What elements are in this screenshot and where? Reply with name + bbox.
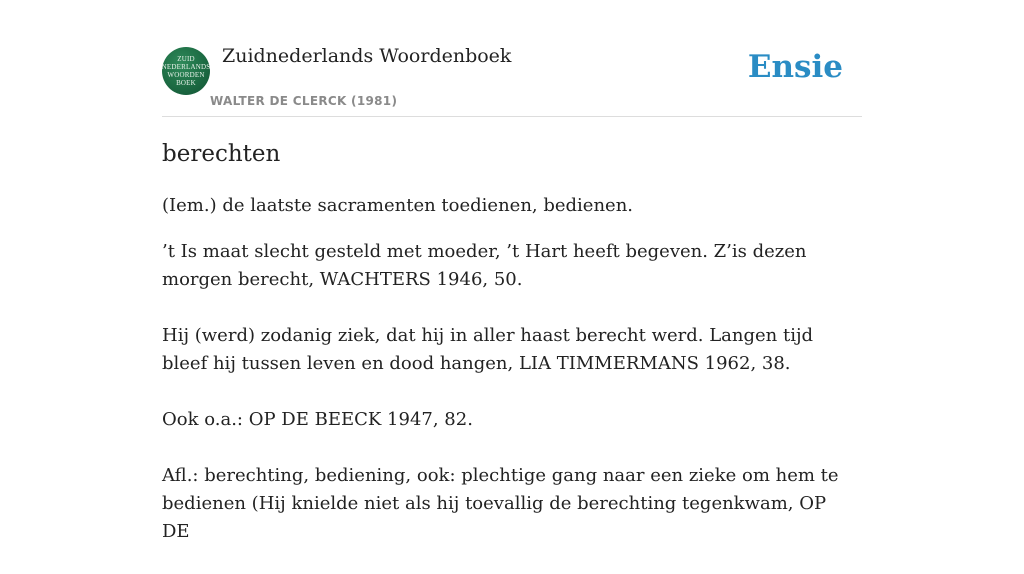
logo-text-line: WOORDEN — [167, 71, 205, 79]
entry-quote: Hij (werd) zodanig ziek, dat hij in aller haast berecht werd. Langen tijd bleef hij tussen leven en dood hangen, LIA TIMMERMANS 1962, 38. — [162, 325, 814, 374]
entry-headword: berechten — [162, 141, 281, 167]
entry-quote: ’t Is maat slecht gesteld met moeder, ’t Hart heeft begeven. Z’is dezen morgen berecht, WACHTERS 1946, 50. — [162, 241, 807, 290]
dictionary-header — [162, 40, 862, 117]
entry-definition: (Iem.) de laatste sacramenten toedienen, bedienen. — [162, 195, 634, 216]
dictionary-logo[interactable] — [162, 47, 210, 95]
entry-quote: Ook o.a.: OP DE BEECK 1947, 82. — [162, 409, 473, 430]
dictionary-author: WALTER DE CLERCK (1981) — [210, 94, 398, 108]
entry-derivation: Afl.: berechting, bediening, ook: plechtige gang naar een zieke om hem te bedienen (Hij knielde niet als hij toevallig de berechting tegenkwam, OP DE — [162, 465, 839, 542]
dictionary-title-link[interactable]: Zuidnederlands Woordenboek — [222, 45, 512, 67]
entry-content — [162, 138, 842, 574]
logo-text-line: NEDERLANDS — [161, 63, 211, 71]
logo-text-line: ZUID — [177, 55, 195, 63]
ensie-brand-link[interactable]: Ensie — [747, 49, 843, 85]
logo-text-line: BOEK — [176, 79, 196, 87]
